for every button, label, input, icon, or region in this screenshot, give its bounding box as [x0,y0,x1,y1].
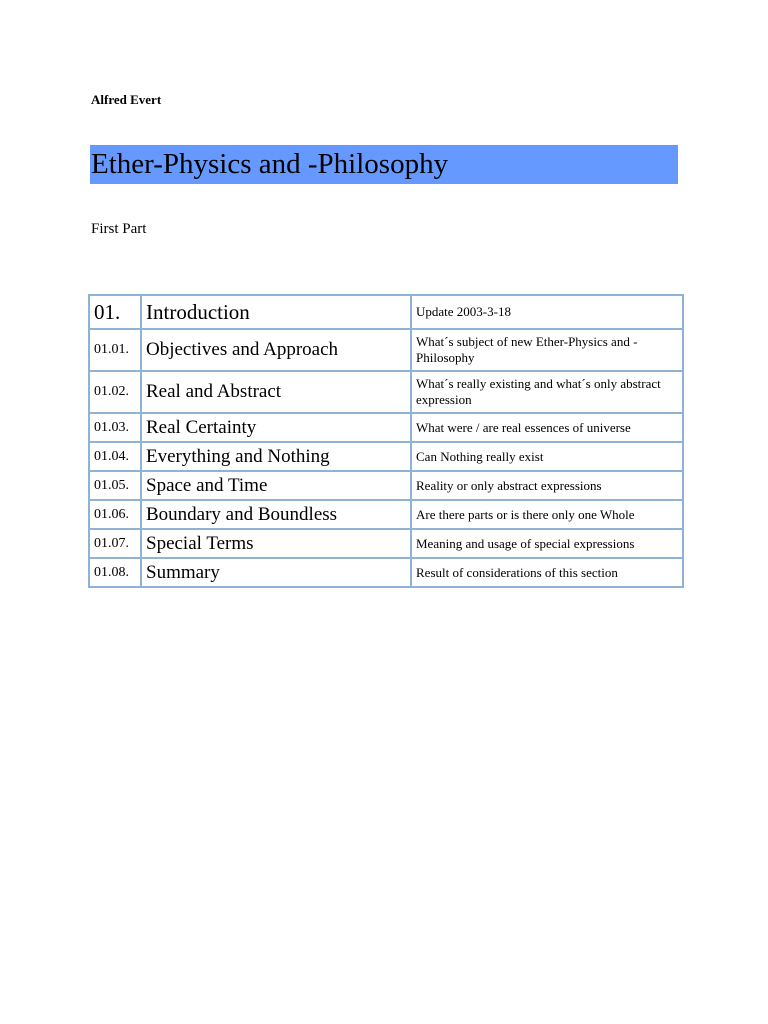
table-row [89,471,683,500]
chapter-title: Everything and Nothing [141,442,411,471]
section-header-row [89,295,683,329]
chapter-description: Meaning and usage of special expressions [411,529,683,558]
author-name: Alfred Evert [91,92,162,107]
chapter-title: Space and Time [141,471,411,500]
chapter-title: Special Terms [141,529,411,558]
chapter-number: 01.04. [89,442,141,471]
chapter-description: Result of considerations of this section [411,558,683,587]
table-row [89,442,683,471]
table-row [89,329,683,371]
chapter-title: Real and Abstract [141,371,411,413]
table-row [89,413,683,442]
table-row [89,558,683,587]
chapter-description: Can Nothing really exist [411,442,683,471]
chapter-number: 01.08. [89,558,141,587]
table-of-contents [88,294,684,588]
chapter-title: Boundary and Boundless [141,500,411,529]
section-number: 01. [89,295,141,329]
chapter-description: Are there parts or is there only one Whole [411,500,683,529]
chapter-number: 01.02. [89,371,141,413]
document-title-text: Ether-Physics and -Philosophy [91,148,449,180]
chapter-number: 01.03. [89,413,141,442]
chapter-description: Reality or only abstract expressions [411,471,683,500]
chapter-description: What were / are real essences of universe [411,413,683,442]
part-subtitle: First Part [91,221,147,237]
chapter-number: 01.06. [89,500,141,529]
chapter-number: 01.05. [89,471,141,500]
table-row [89,500,683,529]
table-row [89,371,683,413]
section-update-note: Update 2003-3-18 [411,295,683,329]
document-title [90,145,678,184]
chapter-number: 01.07. [89,529,141,558]
chapter-description: What´s really existing and what´s only abstract expression [411,371,683,413]
chapter-number: 01.01. [89,329,141,371]
chapter-title: Objectives and Approach [141,329,411,371]
table-row [89,529,683,558]
section-title: Introduction [141,295,411,329]
chapter-description: What´s subject of new Ether-Physics and -Philosophy [411,329,683,371]
chapter-title: Real Certainty [141,413,411,442]
chapter-title: Summary [141,558,411,587]
